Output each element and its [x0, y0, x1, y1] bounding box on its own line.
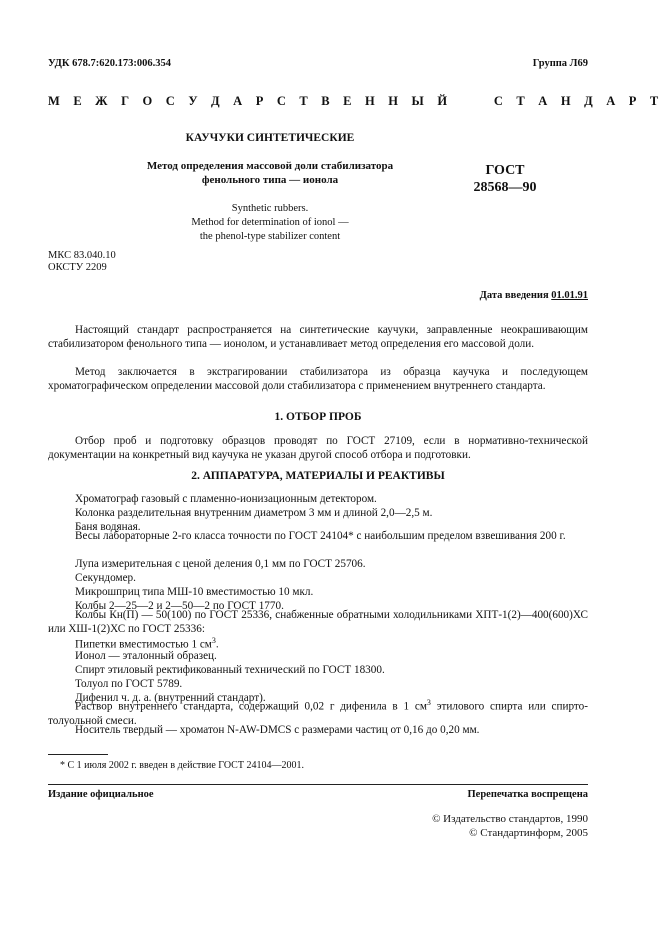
pipette-text: Пипетки вместимостью 1 см	[75, 638, 212, 651]
okstu-code: ОКСТУ 2209	[48, 262, 107, 273]
document-subtitle	[80, 159, 460, 187]
list-item: Колонка разделительная внутренним диаметром 3 мм и длиной 2,0—2,5 м.	[75, 507, 433, 519]
subtitle-line-1: Метод определения массовой доли стабилизатора	[146, 160, 394, 172]
gost-label: ГОСТ	[485, 163, 525, 178]
english-title-line-1: Synthetic rubbers.	[231, 203, 309, 214]
official-edition-label: Издание официальное	[48, 789, 154, 800]
list-item: Дифенил ч. д. а. (внутренний стандарт).	[75, 692, 266, 704]
pipette-period: .	[215, 638, 219, 651]
list-item: Колбы 2—25—2 и 2—50—2 по ГОСТ 1770.	[75, 600, 284, 612]
section-2-heading: 2. АППАРАТУРА, МАТЕРИАЛЫ И РЕАКТИВЫ	[191, 470, 445, 482]
section-1-text: Отбор проб и подготовку образцов проводят по ГОСТ 27109, если в нормативно-технической документации на конкретный вид каучука не указан другой способ отбора и подготовки.	[48, 435, 588, 461]
solution-text-end: этилового спирта или спирто-толуольной смеси.	[48, 700, 588, 727]
list-item: Лупа измерительная с ценой деления 0,1 мм по ГОСТ 25706.	[75, 558, 366, 570]
list-item: Микрошприц типа МШ-10 вместимостью 10 мкл.	[75, 586, 314, 598]
introduction-date-value: 01.01.91	[551, 290, 588, 301]
english-title-line-3: the phenol-type stabilizer content	[199, 231, 341, 242]
superscript: 3	[211, 636, 216, 645]
copyright-line-2: © Стандартинформ, 2005	[469, 827, 588, 839]
mks-code: МКС 83.040.10	[48, 250, 116, 261]
subtitle-line-2: фенольного типа — ионола	[201, 174, 339, 186]
footnote: * С 1 июля 2002 г. введен в действие ГОСТ 24104—2001.	[60, 760, 304, 771]
introduction-date	[400, 290, 588, 301]
superscript: 3	[426, 698, 431, 707]
solution-text: Раствор внутреннего стандарта, содержащий 0,02 г дифенила в 1 см	[75, 700, 427, 713]
intro-paragraph-2: Метод заключается в экстрагировании стабилизатора из образца каучука и последующем хроматографическом определении массовой доли стабилизатора с применением внутреннего стандарта.	[48, 366, 588, 392]
gost-designation	[455, 162, 555, 196]
list-item: Спирт этиловый ректификованный технический по ГОСТ 18300.	[75, 664, 385, 676]
copyright-block	[340, 812, 588, 840]
introduction-date-label: Дата введения	[479, 290, 549, 301]
classification-codes	[48, 250, 116, 274]
udk-code: УДК 678.7:620.173:006.354	[48, 58, 171, 69]
section-1-heading: 1. ОТБОР ПРОБ	[274, 411, 362, 423]
document-title: КАУЧУКИ СИНТЕТИЧЕСКИЕ	[185, 132, 355, 144]
list-item: Весы лабораторные 2-го класса точности по ГОСТ 24104* с наибольшим пределом взвешивания 200 г.	[75, 530, 566, 542]
copyright-line-1: © Издательство стандартов, 1990	[432, 813, 588, 825]
interstate-standard-heading: М Е Ж Г О С У Д А Р С Т В Е Н Н Ы Й С Т А Н Д А Р Т	[48, 94, 663, 108]
list-item: Секундомер.	[75, 572, 136, 584]
english-title-line-2: Method for determination of ionol —	[191, 217, 349, 228]
footnote-divider	[48, 754, 108, 755]
list-item: Баня водяная.	[75, 521, 141, 533]
english-title	[110, 202, 430, 244]
reprint-prohibited-label: Перепечатка воспрещена	[467, 789, 588, 800]
list-item: Хроматограф газовый с пламенно-ионизационным детектором.	[75, 493, 377, 505]
list-item: Ионол — эталонный образец.	[75, 650, 217, 662]
list-item: Носитель твердый — хроматон N-AW-DMCS с размерами частиц от 0,16 до 0,20 мм.	[75, 724, 480, 736]
gost-number: 28568—90	[473, 180, 537, 195]
list-item: Колбы Кн(П) — 50(100) по ГОСТ 25336, снабженные обратными холодильниками ХПТ-1(2)—400(600)ХС или ХШ-1(2)ХС по ГОСТ 25336:	[48, 609, 588, 635]
footer-divider	[48, 784, 588, 785]
list-item: Толуол по ГОСТ 5789.	[75, 678, 183, 690]
group-code: Группа Л69	[532, 58, 588, 69]
intro-paragraph-1: Настоящий стандарт распространяется на синтетические каучуки, заправленные неокрашивающим стабилизатором фенольного типа — ионолом, и устанавливает метод определения его массовой доли.	[48, 324, 588, 350]
